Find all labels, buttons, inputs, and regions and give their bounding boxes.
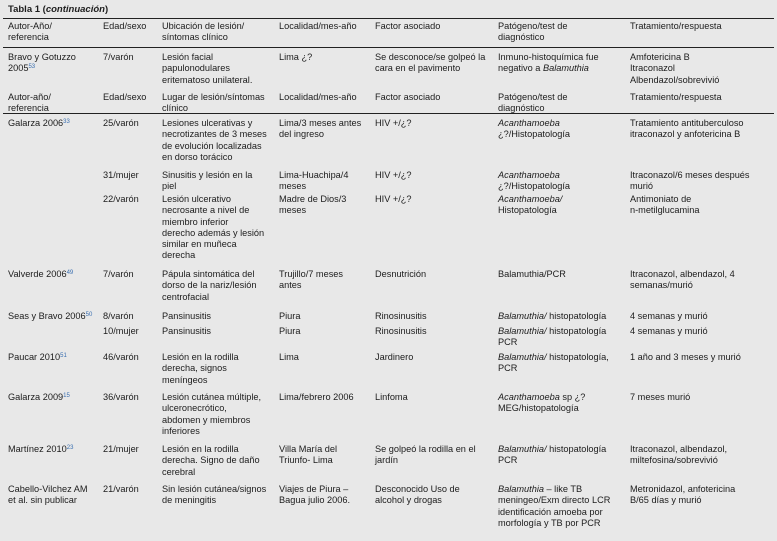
cell-factor [375, 444, 495, 467]
cell-location [279, 484, 373, 507]
cell-text: Viajes de Piura – Bagua julio 2006. [279, 484, 351, 506]
cell-location [279, 21, 373, 32]
cell-age-sex [103, 484, 160, 495]
header-rule-2 [3, 113, 774, 114]
cell-age-sex [103, 92, 160, 103]
cell-author [8, 484, 100, 507]
cell-text: Pápula sintomática del dorso de la nariz/lesión centrofacial [162, 269, 257, 302]
cell-pathogen [498, 92, 628, 115]
cell-text: Amfotericina B Itraconazol Albendazol/sobrevivió [630, 52, 720, 85]
cell-text: Balamuthia/PCR [498, 269, 566, 279]
cell-text: HIV +/¿? [375, 194, 412, 204]
cell-text: Lima/3 meses antes del ingreso [279, 118, 362, 140]
cell-age-sex [103, 170, 160, 181]
header-rule [3, 47, 774, 48]
cell-text: Rinosinusitis [375, 326, 427, 336]
cell-age-sex [103, 118, 160, 129]
cell-text: 31/mujer [103, 170, 139, 180]
cell-text: 4 semanas y murió [630, 326, 708, 336]
cell-author [8, 352, 100, 363]
cell-text: ¿?/Histopatología [498, 181, 571, 192]
cell-lesion [162, 21, 277, 44]
cell-text: Tratamiento/respuesta [630, 92, 722, 102]
cell-text: Factor asociado [375, 92, 441, 102]
cell-age-sex [103, 52, 160, 63]
cell-text: Acanthamoeba [498, 118, 560, 128]
cell-author [8, 52, 100, 75]
cell-text: 46/varón [103, 352, 139, 362]
cell-text: histopatología, PCR [498, 352, 609, 374]
cell-text: Jardinero [375, 352, 414, 362]
cell-treatment [630, 170, 770, 193]
cell-pathogen [498, 352, 628, 375]
table-title: Tabla 1 (continuación) [8, 4, 109, 15]
cell-text: Itraconazol/6 meses después murió [630, 170, 750, 192]
cell-text: Lesión facial papulonodulares eritematoso unilateral. [162, 52, 253, 85]
cell-text: Villa María del Triunfo- Lima [279, 444, 338, 466]
table-title-suffix: continuación [45, 4, 105, 15]
cell-text: Piura [279, 311, 301, 321]
cell-age-sex [103, 21, 160, 32]
cell-text: Se golpeó la rodilla en el jardín [375, 444, 476, 466]
cell-text: Balamuthia/ [498, 311, 547, 321]
cell-lesion [162, 52, 277, 86]
cell-text: Itraconazol, albendazol, miltefosina/sobrevivió [630, 444, 728, 466]
cell-text: Sin lesión cutánea/signos de meningitis [162, 484, 267, 506]
cell-pathogen [498, 21, 628, 44]
cell-text: Martínez 2010 [8, 444, 67, 454]
cell-treatment [630, 92, 770, 103]
cell-text: histopatología PCR [498, 444, 607, 466]
cell-text: Balamuthia/ [498, 444, 547, 454]
cell-text: Lima ¿? [279, 52, 313, 62]
cell-text: Desconocido Uso de alcohol y drogas [375, 484, 460, 506]
table-label: Tabla 1 [8, 4, 41, 15]
cell-text: 25/varón [103, 118, 139, 128]
cell-treatment [630, 326, 770, 337]
reference-superscript[interactable]: 51 [60, 353, 67, 359]
cell-text: Tratamiento/respuesta [630, 21, 722, 31]
reference-superscript[interactable]: 50 [85, 312, 93, 318]
cell-pathogen [498, 269, 628, 280]
cell-text: Linfoma [375, 392, 408, 402]
cell-author [8, 92, 100, 115]
cell-author [8, 21, 100, 44]
cell-factor [375, 311, 495, 322]
cell-lesion [162, 484, 277, 507]
reference-superscript[interactable]: 33 [63, 119, 70, 125]
cell-pathogen [498, 194, 628, 217]
cell-text: Patógeno/test de diagnóstico [498, 21, 568, 43]
cell-pathogen [498, 118, 628, 141]
cell-pathogen [498, 311, 628, 322]
cell-text: 7/varón [103, 269, 134, 279]
cell-text: Lima [279, 352, 299, 362]
cell-location [279, 170, 373, 193]
cell-lesion [162, 392, 277, 437]
reference-superscript[interactable]: 15 [63, 393, 70, 399]
cell-age-sex [103, 194, 160, 205]
cell-factor [375, 484, 495, 507]
cell-text: Ubicación de lesión/ síntomas clínico [162, 21, 245, 43]
cell-text: Acanthamoeba [498, 392, 560, 402]
cell-text: Piura [279, 326, 301, 336]
cell-factor [375, 326, 495, 337]
cell-text: Histopatología [498, 205, 557, 216]
cell-factor [375, 269, 495, 280]
cell-text: 7 meses murió [630, 392, 691, 402]
cell-text: – like TB meningeo/Exm directo LCR identificación amoeba por morfología y TB por PCR [498, 484, 611, 528]
cell-text: 22/varón [103, 194, 139, 204]
cell-lesion [162, 92, 277, 115]
cell-lesion [162, 118, 277, 163]
cell-text: Antimoniato de n-metilglucamina [630, 194, 700, 216]
cell-pathogen [498, 326, 628, 349]
cell-text: sp ¿? MEG/histopatología [498, 392, 586, 414]
cell-factor [375, 170, 495, 181]
cell-location [279, 392, 373, 403]
cell-text: Trujillo/7 meses antes [279, 269, 343, 291]
cell-factor [375, 118, 495, 129]
reference-superscript[interactable]: 49 [66, 270, 74, 276]
cell-text: Balamuthia [498, 484, 544, 494]
cell-factor [375, 392, 495, 403]
cell-text: Galarza 2006 [8, 118, 64, 128]
cell-text: Acanthamoeba [498, 170, 560, 180]
cell-factor [375, 52, 495, 75]
cell-treatment [630, 392, 770, 403]
cell-age-sex [103, 311, 160, 322]
cell-treatment [630, 444, 770, 467]
cell-treatment [630, 118, 770, 141]
cell-factor [375, 21, 495, 32]
cell-text: Valverde 2006 [8, 269, 67, 279]
cell-text: HIV +/¿? [375, 118, 412, 128]
cell-factor [375, 194, 495, 205]
cell-lesion [162, 269, 277, 303]
cell-author [8, 269, 100, 280]
cell-lesion [162, 194, 277, 262]
cell-text: Rinosinusitis [375, 311, 427, 321]
cell-text: Localidad/mes-año [279, 92, 357, 102]
cell-age-sex [103, 326, 160, 337]
cell-lesion [162, 311, 277, 322]
cell-text: Madre de Dios/3 meses [279, 194, 347, 216]
cell-text: Lesión en la rodilla derecha. Signo de daño cerebral [162, 444, 260, 477]
cell-age-sex [103, 392, 160, 403]
cell-text: Balamuthia [542, 63, 589, 74]
cell-text: 4 semanas y murió [630, 311, 708, 321]
cell-text: Se desconoce/se golpeó la cara en el pavimento [375, 52, 486, 74]
cell-lesion [162, 444, 277, 478]
cell-text: 8/varón [103, 311, 134, 321]
cell-text: Edad/sexo [103, 92, 147, 102]
cell-text: Localidad/mes-año [279, 21, 357, 31]
cell-pathogen [498, 444, 628, 467]
cell-text: Acanthamoeba/ [498, 194, 563, 204]
cell-text: Lesión en la rodilla derecha, signos meníngeos [162, 352, 239, 385]
cell-treatment [630, 52, 770, 86]
cell-text: Inmuno-histoquímica fue negativo a [498, 52, 599, 74]
cell-text: Autor-Año/ referencia [8, 21, 52, 43]
cell-text: 10/mujer [103, 326, 139, 336]
cell-lesion [162, 170, 277, 193]
cell-text: Autor-año/ referencia [8, 92, 51, 114]
cell-pathogen [498, 484, 628, 529]
cell-text: Factor asociado [375, 21, 441, 31]
cell-text: Bravo y Gotuzzo 2005 [8, 52, 76, 74]
cell-author [8, 444, 100, 455]
cell-text: Edad/sexo [103, 21, 147, 31]
cell-age-sex [103, 352, 160, 363]
cell-text: histopatología PCR [498, 326, 607, 348]
cell-treatment [630, 484, 770, 507]
cell-location [279, 118, 373, 141]
cell-text: 21/mujer [103, 444, 139, 454]
cell-text: Balamuthia/ [498, 326, 547, 336]
cell-location [279, 311, 373, 322]
cell-text: Lugar de lesión/síntomas clínico [162, 92, 265, 114]
cell-text: Galarza 2009 [8, 392, 64, 402]
cell-location [279, 92, 373, 103]
cell-text: 1 año and 3 meses y murió [630, 352, 741, 362]
cell-text: 7/varón [103, 52, 134, 62]
cell-text: histopatología [546, 311, 607, 321]
cell-text: Itraconazol, albendazol, 4 semanas/murió [630, 269, 735, 291]
cell-age-sex [103, 444, 160, 455]
cell-location [279, 444, 373, 467]
cell-location [279, 352, 373, 363]
cell-text: Patógeno/test de diagnóstico [498, 92, 568, 114]
cell-pathogen [498, 170, 628, 193]
cell-author [8, 118, 100, 129]
cell-factor [375, 352, 495, 363]
cell-text: Lima-Huachipa/4 meses [279, 170, 349, 192]
cell-text: 36/varón [103, 392, 139, 402]
cell-text: Pansinusitis [162, 311, 212, 321]
cell-text: Tratamiento antituberculoso itraconazol y anfotericina B [630, 118, 744, 140]
cell-location [279, 326, 373, 337]
cell-text: Metronidazol, anfotericina B/65 días y murió [630, 484, 736, 506]
cell-text: Balamuthia/ [498, 352, 547, 362]
cell-lesion [162, 352, 277, 386]
cell-text: 21/varón [103, 484, 139, 494]
cell-treatment [630, 269, 770, 292]
cell-location [279, 52, 373, 63]
cell-pathogen [498, 52, 628, 75]
cell-text: Desnutrición [375, 269, 427, 279]
cell-text: Seas y Bravo 2006 [8, 311, 86, 321]
cell-text: HIV +/¿? [375, 170, 412, 180]
cell-treatment [630, 21, 770, 32]
cell-location [279, 194, 373, 217]
cell-treatment [630, 194, 770, 217]
reference-superscript[interactable]: 53 [28, 64, 36, 71]
cell-text: Pansinusitis [162, 326, 212, 336]
cell-text: Lesiones ulcerativas y necrotizantes de 3 meses de evolución localizadas en dorso torácico [162, 118, 267, 162]
reference-superscript[interactable]: 23 [66, 445, 74, 451]
cell-treatment [630, 311, 770, 322]
cell-text: Paucar 2010 [8, 352, 61, 362]
table-top-rule [3, 18, 774, 19]
cell-age-sex [103, 269, 160, 280]
cell-text: Lesión cutánea múltiple, ulceronecrótico, abdomen y miembros inferiores [162, 392, 262, 436]
cell-treatment [630, 352, 770, 363]
cell-pathogen [498, 392, 628, 415]
cell-text: Lesión ulcerativo necrosante a nivel de miembro inferior derecho además y lesión similar en muñeca derecha [162, 194, 265, 261]
cell-text: Sinusitis y lesión en la piel [162, 170, 253, 192]
cell-text: Lima/febrero 2006 [279, 392, 354, 402]
cell-lesion [162, 326, 277, 337]
cell-text: Cabello-Vilchez AM et al. sin publicar [8, 484, 88, 506]
cell-text: ¿?/Histopatología [498, 129, 571, 140]
cell-author [8, 392, 100, 403]
cell-factor [375, 92, 495, 103]
cell-author [8, 311, 100, 322]
cell-location [279, 269, 373, 292]
